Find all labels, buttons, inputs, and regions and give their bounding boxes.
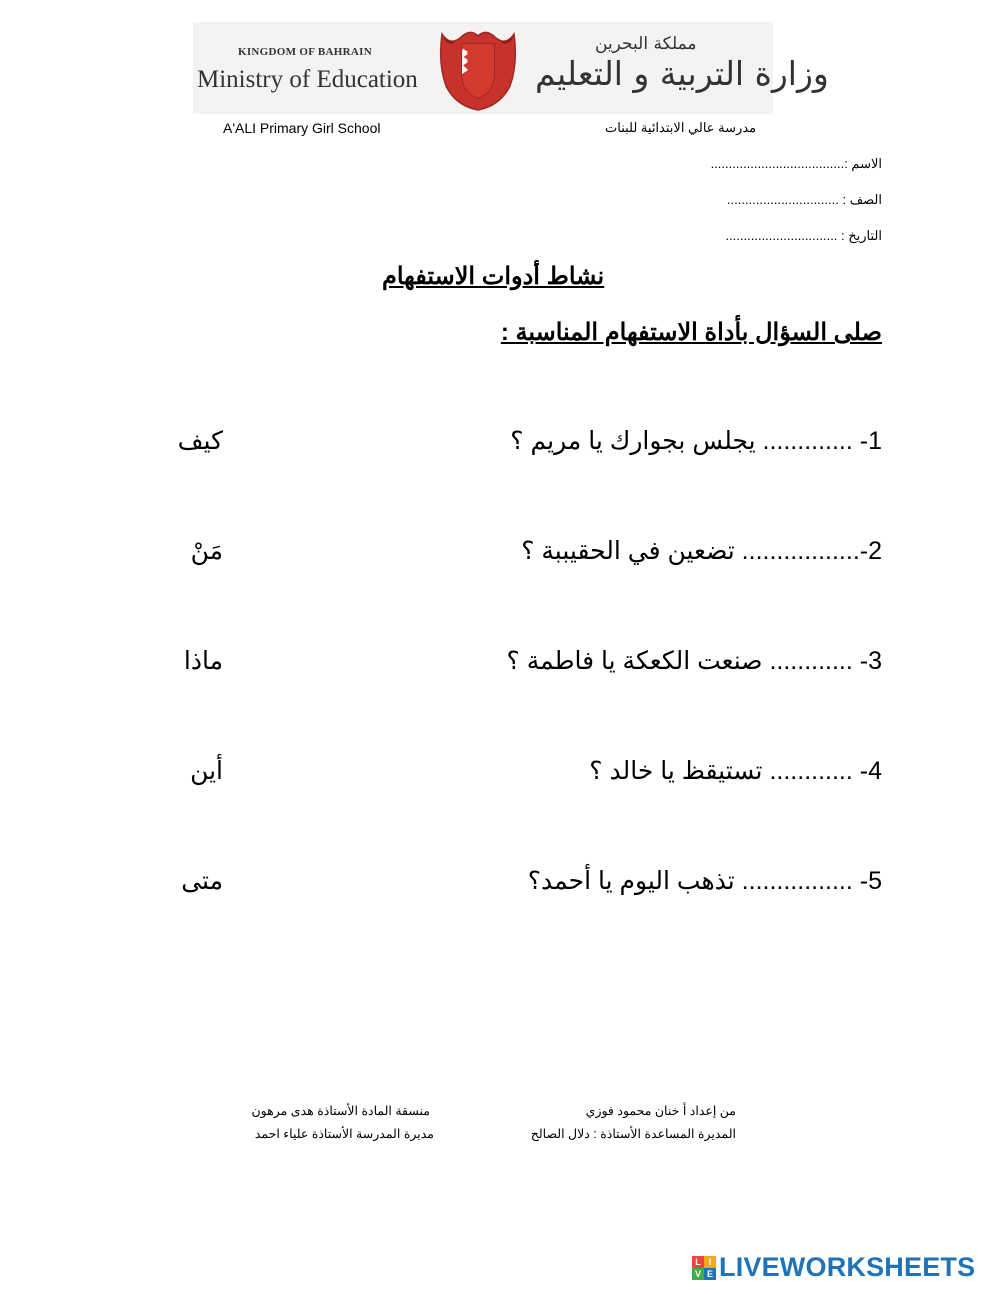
ministry-ar-label: وزارة التربية و التعليم <box>535 54 829 93</box>
option-2[interactable]: مَنْ <box>190 537 223 565</box>
footer-coordinator: منسقة المادة الأستاذة هدى مرهون <box>251 1104 430 1118</box>
liveworksheets-wordmark: LIVEWORKSHEETS <box>719 1252 976 1282</box>
question-1: 1- ............. يجلس بجوارك يا مريم ؟ <box>510 427 882 455</box>
kingdom-en-label: KINGDOM OF BAHRAIN <box>238 46 372 58</box>
ministry-en-label: Ministry of Education <box>197 66 418 93</box>
question-2: 2-................. تضعين في الحقيببة ؟ <box>521 537 882 565</box>
option-1[interactable]: كيف <box>177 427 223 455</box>
school-name-en: A'ALI Primary Girl School <box>223 120 381 136</box>
question-5: 5- ................ تذهب اليوم يا أحمد؟ <box>527 867 882 895</box>
question-3: 3- ............ صنعت الكعكة يا فاطمة ؟ <box>506 647 882 675</box>
liveworksheets-mark-icon: L I V E <box>692 1256 716 1280</box>
date-field[interactable]: التاريخ : ............................... <box>725 228 882 243</box>
instruction-text: صلى السؤال بأداة الاستفهام المناسبة : <box>500 319 882 346</box>
name-field[interactable]: الاسم :..................................... <box>710 156 882 171</box>
school-name-ar: مدرسة عالي الابتدائية للبنات <box>605 120 757 135</box>
footer-assistant-principal: المديرة المساعدة الأستاذة : دلال الصالح <box>530 1127 736 1141</box>
liveworksheets-logo[interactable] <box>692 1252 975 1283</box>
option-3[interactable]: ماذا <box>183 647 223 675</box>
bahrain-emblem-icon <box>436 24 520 112</box>
option-4[interactable]: أين <box>190 757 223 785</box>
kingdom-ar-label: مملكة البحرين <box>595 34 697 54</box>
class-field[interactable]: الصف : ............................... <box>726 192 882 207</box>
footer-principal: مديرة المدرسة الأستاذة علياء احمد <box>254 1127 434 1141</box>
footer-prepared-by: من إعداد أ خنان محمود فوزي <box>585 1104 736 1118</box>
option-5[interactable]: متى <box>181 867 223 895</box>
worksheet-title: نشاط أدوات الاستفهام <box>382 263 605 290</box>
question-4: 4- ............ تستيقظ يا خالد ؟ <box>589 757 882 785</box>
